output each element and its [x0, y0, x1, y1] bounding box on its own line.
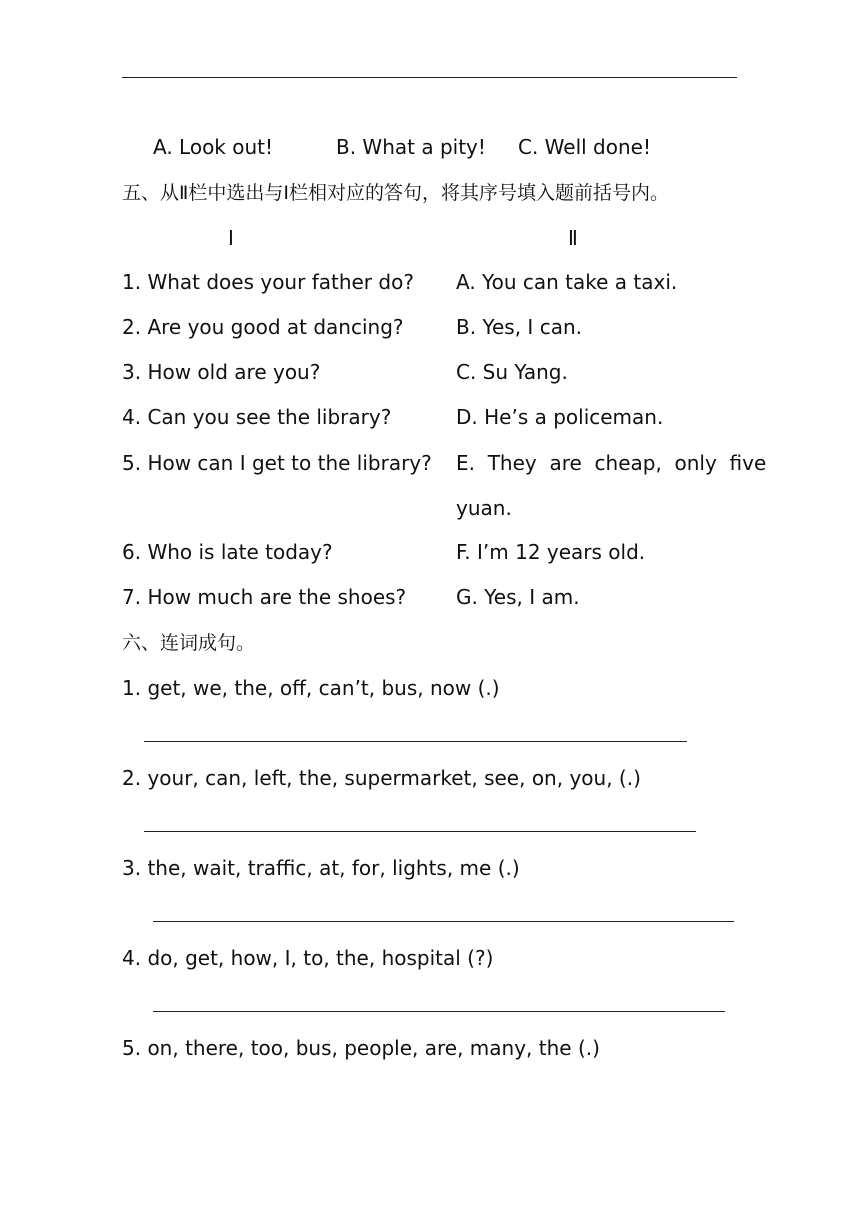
- section6-heading: 六、连词成句。: [122, 632, 256, 654]
- question-4: 4. Can you see the library?: [122, 405, 392, 429]
- question-7: 7. How much are the shoes?: [122, 585, 407, 609]
- question-3: 3. How old are you?: [122, 360, 321, 384]
- sentence-item-4: 4. do, get, how, I, to, the, hospital (?): [122, 946, 494, 970]
- answer-line-2[interactable]: [144, 831, 696, 832]
- answer-g: G. Yes, I am.: [456, 585, 580, 609]
- answer-e: E. They are cheap, only five: [456, 451, 767, 475]
- answer-line-1[interactable]: [144, 741, 687, 742]
- question-5: 5. How can I get to the library?: [122, 451, 432, 475]
- option-c: C. Well done!: [518, 135, 651, 159]
- sentence-item-5: 5. on, there, too, bus, people, are, many, the (.): [122, 1036, 600, 1060]
- option-a: A. Look out!: [153, 135, 274, 159]
- column-one-header: Ⅰ: [228, 226, 234, 250]
- answer-b: B. Yes, I can.: [456, 315, 582, 339]
- question-1: 1. What does your father do?: [122, 270, 414, 294]
- answer-e-continued: yuan.: [456, 496, 512, 520]
- column-two-header: Ⅱ: [568, 226, 578, 250]
- question-6: 6. Who is late today?: [122, 540, 333, 564]
- answer-f: F. I’m 12 years old.: [456, 540, 646, 564]
- question-2: 2. Are you good at dancing?: [122, 315, 404, 339]
- answer-c: C. Su Yang.: [456, 360, 568, 384]
- answer-a: A. You can take a taxi.: [456, 270, 678, 294]
- sentence-item-2: 2. your, can, left, the, supermarket, see, on, you, (.): [122, 766, 641, 790]
- section5-heading: 五、从Ⅱ栏中选出与Ⅰ栏相对应的答句，将其序号填入题前括号内。: [122, 182, 669, 204]
- option-b: B. What a pity!: [336, 135, 486, 159]
- sentence-item-3: 3. the, wait, traffic, at, for, lights, me (.): [122, 856, 520, 880]
- answer-d: D. He’s a policeman.: [456, 405, 664, 429]
- sentence-item-1: 1. get, we, the, off, can’t, bus, now (.): [122, 676, 500, 700]
- answer-line-top[interactable]: [122, 77, 737, 78]
- answer-line-4[interactable]: [153, 1011, 725, 1012]
- answer-line-3[interactable]: [153, 921, 734, 922]
